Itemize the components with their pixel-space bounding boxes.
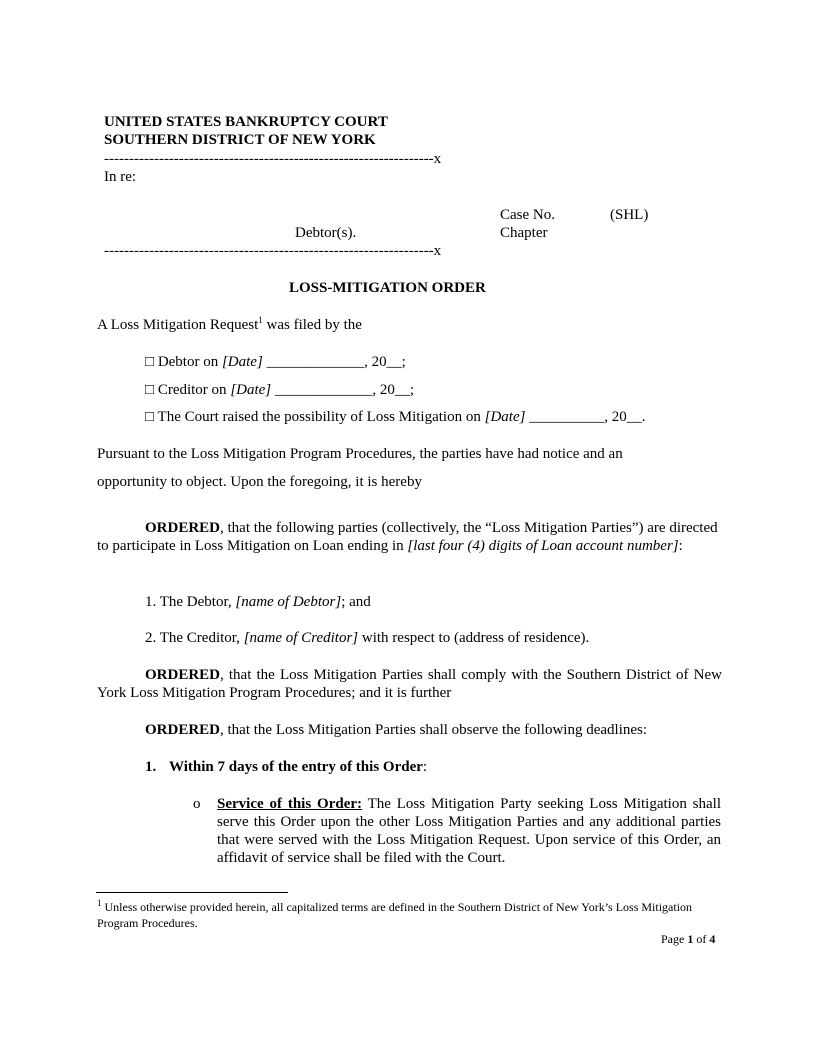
intro-text: A Loss Mitigation Request xyxy=(97,317,259,333)
page-label: Page xyxy=(661,932,688,946)
in-re-label: In re: xyxy=(104,169,137,185)
deadline-heading-text xyxy=(169,758,427,776)
party-lead: 2. The Creditor, xyxy=(145,630,244,646)
bullet-icon: o xyxy=(193,796,201,812)
party-placeholder: [name of Debtor] xyxy=(235,594,342,610)
ordered-text: , that the Loss Mitigation Parties shall comply with the Southern District of New York Loss Mitigation Program Procedures; and it is further xyxy=(97,667,722,701)
footnote-reference: 1 xyxy=(258,315,263,325)
page-current: 1 xyxy=(687,932,694,946)
party-end: with respect to (address of residence). xyxy=(358,630,590,646)
caption-divider-bottom: ------------------------------------------------------------------x xyxy=(104,243,442,259)
deadline-heading xyxy=(145,758,156,776)
service-heading: Service of this Order: xyxy=(217,796,363,812)
option-trail: _____________, 20__; xyxy=(271,382,415,398)
page-of-label: of xyxy=(693,932,710,946)
date-placeholder: [Date] xyxy=(221,354,263,370)
footnote-number: 1 xyxy=(97,898,102,908)
option-lead: Debtor on xyxy=(154,354,222,370)
service-paragraph xyxy=(217,795,721,867)
date-placeholder: [Date] xyxy=(230,382,272,398)
deadline-number: 1. xyxy=(145,759,157,775)
ordered-text: , that the following parties (collectively, the “Loss Mitigation Parties”) are directed to participate in Loss Mitigation on Loan ending in xyxy=(97,520,718,554)
page-number xyxy=(661,931,715,947)
ordered-deadlines-paragraph xyxy=(145,721,647,739)
footnote-divider xyxy=(96,892,288,893)
intro-text-after: was filed by the xyxy=(262,317,362,333)
court-name-line2: SOUTHERN DISTRICT OF NEW YORK xyxy=(104,132,376,148)
ordered-end: : xyxy=(678,538,683,554)
ordered-comply-paragraph xyxy=(97,666,722,702)
party-creditor xyxy=(145,629,589,647)
pursuant-line1: Pursuant to the Loss Mitigation Program Procedures, the parties have had notice and an xyxy=(97,446,623,462)
deadline-title: Within 7 days of the entry of this Order xyxy=(169,759,423,775)
order-title: LOSS-MITIGATION ORDER xyxy=(289,280,486,296)
option-debtor xyxy=(145,353,406,371)
party-lead: 1. The Debtor, xyxy=(145,594,236,610)
option-lead: The Court raised the possibility of Loss Mitigation on xyxy=(154,409,485,425)
page-total: 4 xyxy=(709,932,716,946)
footnote-text: Unless otherwise provided herein, all capitalized terms are defined in the Southern District of New York’s Loss Mitigation Program Procedures. xyxy=(97,900,693,930)
option-lead: Creditor on xyxy=(154,382,231,398)
ordered-participate-paragraph xyxy=(97,519,722,555)
ordered-keyword: ORDERED xyxy=(145,722,221,738)
option-trail: _____________, 20__; xyxy=(262,354,406,370)
option-court xyxy=(145,408,645,426)
pursuant-line2: opportunity to object. Upon the foregoing, it is hereby xyxy=(97,474,422,490)
party-end: ; and xyxy=(341,594,371,610)
checkbox-icon: □ xyxy=(145,409,155,425)
case-suffix: (SHL) xyxy=(610,207,649,223)
case-number-label: Case No. xyxy=(500,207,555,223)
option-creditor xyxy=(145,381,414,399)
date-placeholder: [Date] xyxy=(484,409,526,425)
loan-digits-placeholder: [last four (4) digits of Loan account number] xyxy=(407,538,679,554)
footnote xyxy=(97,899,722,931)
party-debtor xyxy=(145,593,371,611)
checkbox-icon: □ xyxy=(145,354,155,370)
party-placeholder: [name of Creditor] xyxy=(243,630,359,646)
checkbox-icon: □ xyxy=(145,382,155,398)
ordered-keyword: ORDERED xyxy=(145,667,221,683)
debtors-label: Debtor(s). xyxy=(295,225,357,241)
court-name-line1: UNITED STATES BANKRUPTCY COURT xyxy=(104,114,388,130)
ordered-keyword: ORDERED xyxy=(145,520,221,536)
service-text: The Loss Mitigation Party seeking Loss Mitigation shall serve this Order upon the other Loss Mitigation Parties and any additional parties that were served with the Loss Mitigation Request. Upon service of this Order, an affidavit of service shall be filed with the Court. xyxy=(217,796,722,866)
ordered-text: , that the Loss Mitigation Parties shall observe the following deadlines: xyxy=(220,722,648,738)
caption-divider-top: ------------------------------------------------------------------x xyxy=(104,151,442,167)
intro-line xyxy=(97,316,362,334)
deadline-end: : xyxy=(422,759,428,775)
chapter-label: Chapter xyxy=(500,225,548,241)
option-trail: __________, 20__. xyxy=(525,409,646,425)
